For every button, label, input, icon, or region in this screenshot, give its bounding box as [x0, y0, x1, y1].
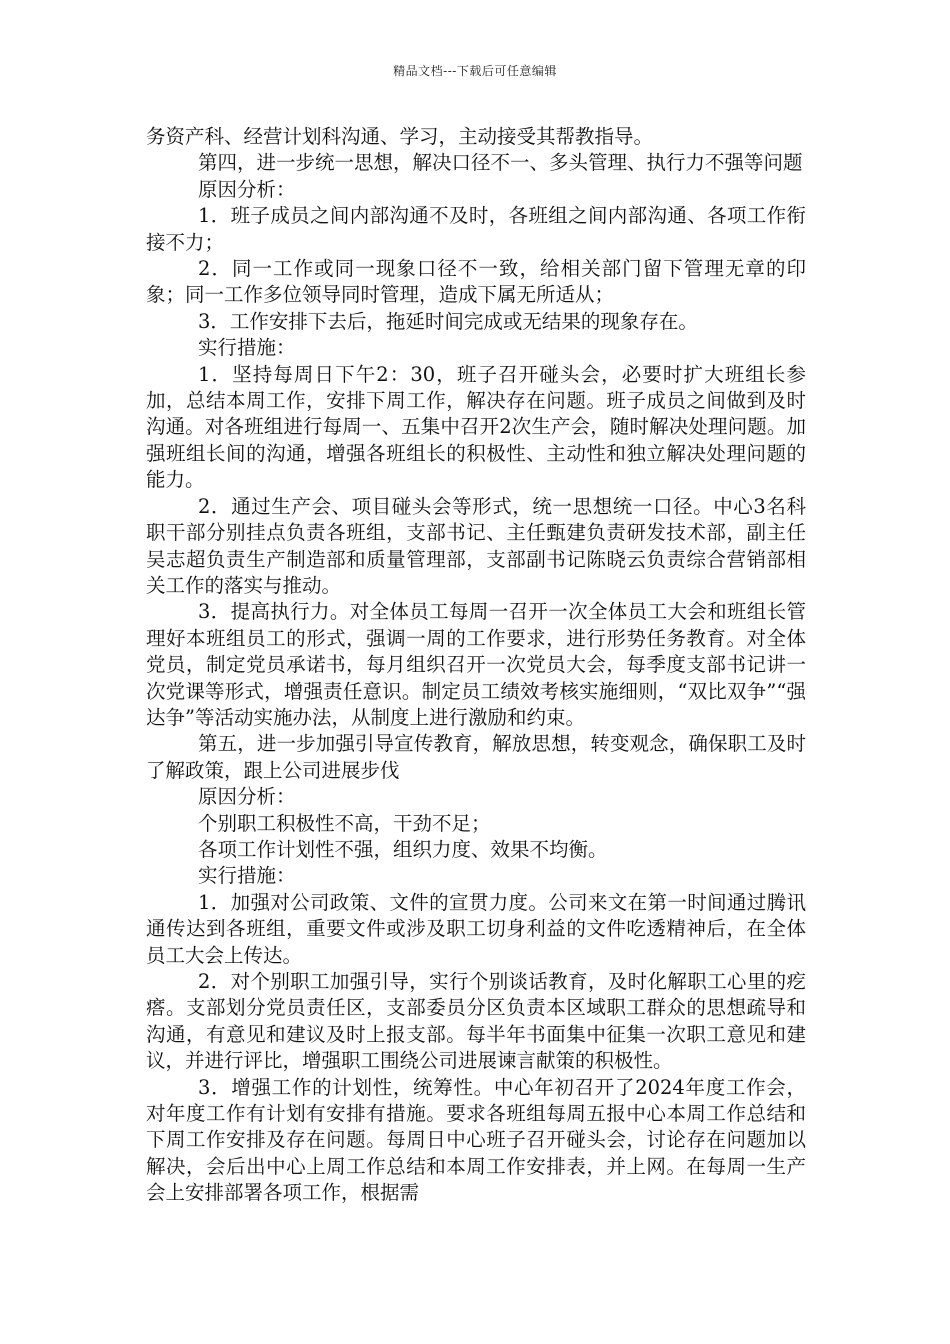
paragraph: 2．对个别职工加强引导，实行个别谈话教育，及时化解职工心里的疙瘩。支部划分党员责任区，支部委员分区负责本区域职工群众的思想疏导和沟通，有意见和建议及时上报支部。每半年书面集中征集一次职工意见和建议，并进行评比，增强职工围绕公司进展谏言献策的积极性。	[146, 970, 806, 1073]
paragraph: 1．坚持每周日下午2：30，班子召开碰头会，必要时扩大班组长参加，总结本周工作，安排下周工作，解决存在问题。班子成员之间做到及时沟通。对各班组进行每周一、五集中召开2次生产会，随时解决处理问题。加强班组长间的沟通，增强各班组长的积极性、主动性和独立解决处理问题的能力。	[146, 362, 806, 492]
paragraph: 1．加强对公司政策、文件的宣贯力度。公司来文在第一时间通过腾讯通传达到各班组，重要文件或涉及职工切身利益的文件吃透精神后，在全体员工大会上传达。	[146, 890, 806, 967]
paragraph: 各项工作计划性不强，组织力度、效果不均衡。	[198, 837, 608, 861]
paragraph: 3．提高执行力。对全体员工每周一召开一次全体员工大会和班组长管理好本班组员工的形式，强调一周的工作要求，进行形势任务教育。对全体党员，制定党员承诺书，每月组织召开一次党员大会，每季度支部书记讲一次党课等形式，增强责任意识。制定员工绩效考核实施细则，“双比双争”“强达争”等活动实施办法，从制度上进行激励和约束。	[146, 600, 806, 729]
paragraph: 3．工作安排下去后，拖延时间完成或无结果的现象存在。	[198, 309, 698, 333]
paragraph: 3．增强工作的计划性，统筹性。中心年初召开了2024年度工作会，对年度工作有计划有安排有措施。要求各班组每周五报中心本周工作总结和下周工作安排及存在问题。每周日中心班子召开碰头会，讨论存在问题加以解决，会后出中心上周工作总结和本周工作安排表，并上网。在每周一生产会上安排部署各项工作，根据需	[146, 1075, 806, 1205]
paragraph: 1．班子成员之间内部沟通不及时，各班组之间内部沟通、各项工作衔接不力；	[146, 204, 806, 254]
paragraph: 个别职工积极性不高，干劲不足；	[198, 811, 491, 835]
document-body	[146, 124, 806, 1207]
subsection-label: 原因分析：	[198, 177, 296, 201]
section-heading: 第四，进一步统一思想，解决口径不一、多头管理、执行力不强等问题	[198, 151, 803, 175]
paragraph: 务资产科、经营计划科沟通、学习，主动接受其帮教指导。	[146, 125, 654, 148]
page-header: 精品文档---下载后可任意编辑	[393, 64, 557, 78]
paragraph: 2．通过生产会、项目碰头会等形式，统一思想统一口径。中心3名科职干部分别挂点负责各班组，支部书记、主任甄建负责研发技术部，副主任吴志超负责生产制造部和质量管理部，支部副书记陈晓云负责综合营销部相关工作的落实与推动。	[146, 494, 806, 597]
section-heading: 第五，进一步加强引导宣传教育，解放思想，转变观念，确保职工及时了解政策，跟上公司进展步伐	[146, 732, 806, 782]
subsection-label: 实行措施：	[198, 336, 296, 360]
subsection-label: 实行措施：	[198, 864, 296, 888]
paragraph: 2．同一工作或同一现象口径不一致，给相关部门留下管理无章的印象；同一工作多位领导同时管理，造成下属无所适从；	[146, 257, 806, 307]
subsection-label: 原因分析：	[198, 785, 296, 809]
